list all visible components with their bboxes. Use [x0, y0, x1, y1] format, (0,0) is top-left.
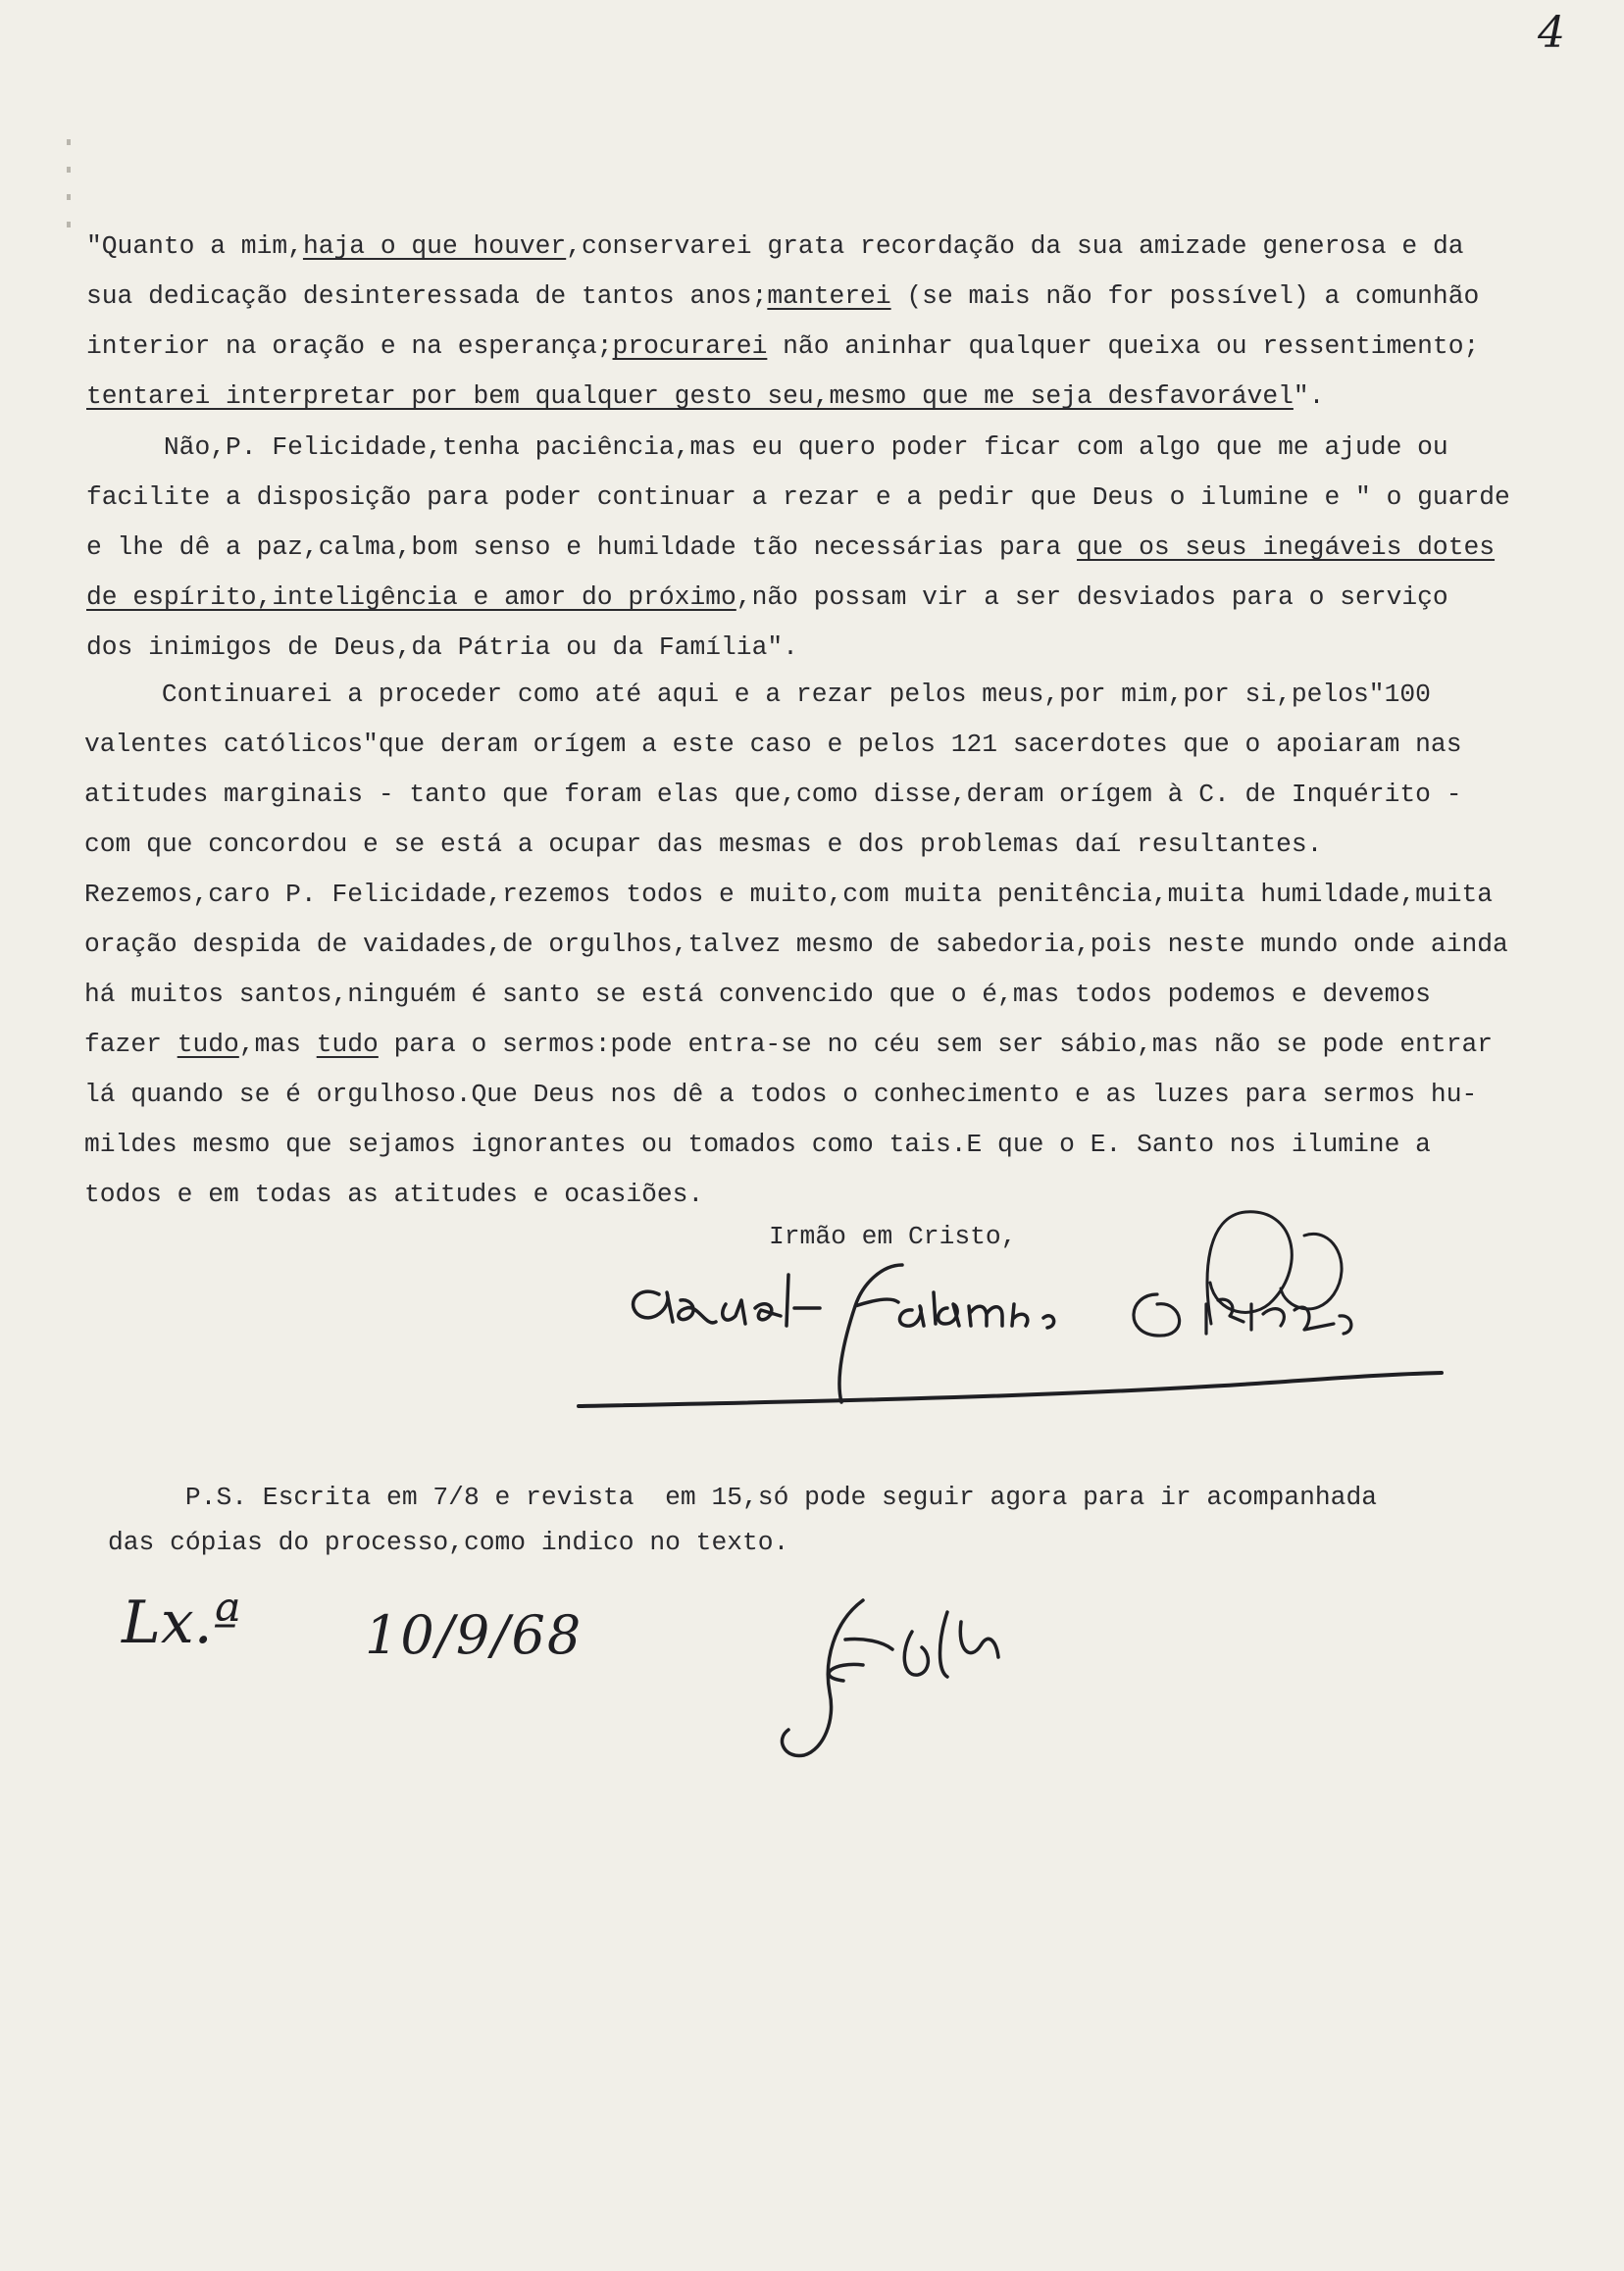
handwritten-date: 10/9/68	[365, 1604, 584, 1666]
quote-line	[86, 229, 1464, 263]
text-run: oração despida de vaidades,de orgulhos,talvez mesmo de sabedoria,pois neste mundo onde ainda	[84, 930, 1508, 959]
initials-signature	[765, 1583, 1059, 1769]
continuarei-line	[84, 678, 1431, 711]
underlined-text: procurarei	[612, 331, 768, 361]
text-run: Não,P. Felicidade,tenha paciência,mas eu quero poder ficar com algo que me ajude ou	[86, 432, 1448, 462]
continuarei-line	[84, 828, 1322, 861]
quote-line	[86, 329, 1479, 363]
underlined-text: tudo	[177, 1030, 239, 1059]
postscript-line: P.S. Escrita em 7/8 e revista em 15,só pode seguir agora para ir acompanhada	[108, 1483, 1378, 1512]
margin-marks	[61, 118, 80, 255]
quote-line	[86, 279, 1479, 313]
text-run: para o sermos:pode entra-se no céu sem ser sábio,mas não se pode entrar	[378, 1030, 1494, 1059]
text-run: lá quando se é orgulhoso.Que Deus nos dê a todos o conhecimento e as luzes para sermos hu-	[84, 1080, 1478, 1109]
page-number: 4	[1538, 8, 1565, 58]
continuarei-line	[84, 728, 1461, 761]
text-run: fazer	[84, 1030, 178, 1059]
underlined-text: de espírito,inteligência e amor do próximo	[86, 582, 736, 612]
nao-p-felicidade-line	[86, 631, 798, 664]
text-run: ".	[1293, 381, 1325, 411]
nao-p-felicidade-line	[86, 430, 1448, 464]
nao-p-felicidade-line	[86, 580, 1448, 614]
underlined-text: haja o que houver	[302, 231, 567, 261]
text-run: (se mais não for possível) a comunhão	[890, 281, 1480, 311]
handwritten-place: Lx.ª	[122, 1589, 241, 1657]
continuarei-line	[84, 1078, 1477, 1111]
continuarei-line	[84, 878, 1493, 911]
underlined-text: que os seus inegáveis dotes	[1076, 532, 1496, 562]
text-run: não aninhar qualquer queixa ou ressentimento;	[767, 331, 1480, 361]
text-run: valentes católicos"que deram orígem a este caso e pelos 121 sacerdotes que o apoiaram nas	[84, 730, 1462, 759]
text-run: ,conservarei grata recordação da sua amizade generosa e da	[566, 231, 1464, 261]
text-run: dos inimigos de Deus,da Pátria ou da Família".	[86, 632, 798, 662]
quote-line	[86, 379, 1324, 413]
text-run: e lhe dê a paz,calma,bom senso e humildade tão necessárias para	[86, 532, 1077, 562]
continuarei-line	[84, 778, 1461, 811]
continuarei-line	[84, 1028, 1493, 1061]
underlined-text: tudo	[316, 1030, 379, 1059]
nao-p-felicidade-line	[86, 480, 1510, 514]
text-run: "Quanto a mim,	[86, 231, 303, 261]
text-run: atitudes marginais - tanto que foram elas que,como disse,deram orígem à C. de Inquérito -	[84, 780, 1462, 809]
continuarei-line	[84, 1128, 1431, 1161]
text-run: Rezemos,caro P. Felicidade,rezemos todos e muito,com muita penitência,muita humildade,muita	[84, 880, 1494, 909]
closing-salutation: Irmão em Cristo,	[769, 1222, 1017, 1251]
text-run: ,mas	[238, 1030, 317, 1059]
continuarei-line	[84, 978, 1431, 1011]
nao-p-felicidade-line	[86, 530, 1495, 564]
text-run: facilite a disposição para poder continuar a rezar e a pedir que Deus o ilumine e " o guarde	[86, 482, 1510, 512]
text-run: sua dedicação desinteressada de tantos anos;	[86, 281, 768, 311]
underlined-text: tentarei interpretar por bem qualquer gesto seu,mesmo que me seja desfavorável	[86, 381, 1294, 411]
text-run: Continuarei a proceder como até aqui e a rezar pelos meus,por mim,por si,pelos"100	[84, 680, 1431, 709]
postscript-line: das cópias do processo,como indico no texto.	[108, 1528, 789, 1557]
text-run: mildes mesmo que sejamos ignorantes ou tomados como tais.E que o E. Santo nos ilumine a	[84, 1130, 1431, 1159]
text-run: interior na oração e na esperança;	[86, 331, 613, 361]
text-run: ,não possam vir a ser desviados para o serviço	[736, 582, 1448, 612]
text-run: todos e em todas as atitudes e ocasiões.	[84, 1180, 704, 1209]
continuarei-line	[84, 928, 1508, 961]
underlined-text: manterei	[767, 281, 891, 311]
text-run: com que concordou e se está a ocupar das mesmas e dos problemas daí resultantes.	[84, 830, 1323, 859]
text-run: há muitos santos,ninguém é santo se está convencido que o é,mas todos podemos e devemos	[84, 980, 1431, 1009]
main-signature	[579, 1206, 1461, 1451]
